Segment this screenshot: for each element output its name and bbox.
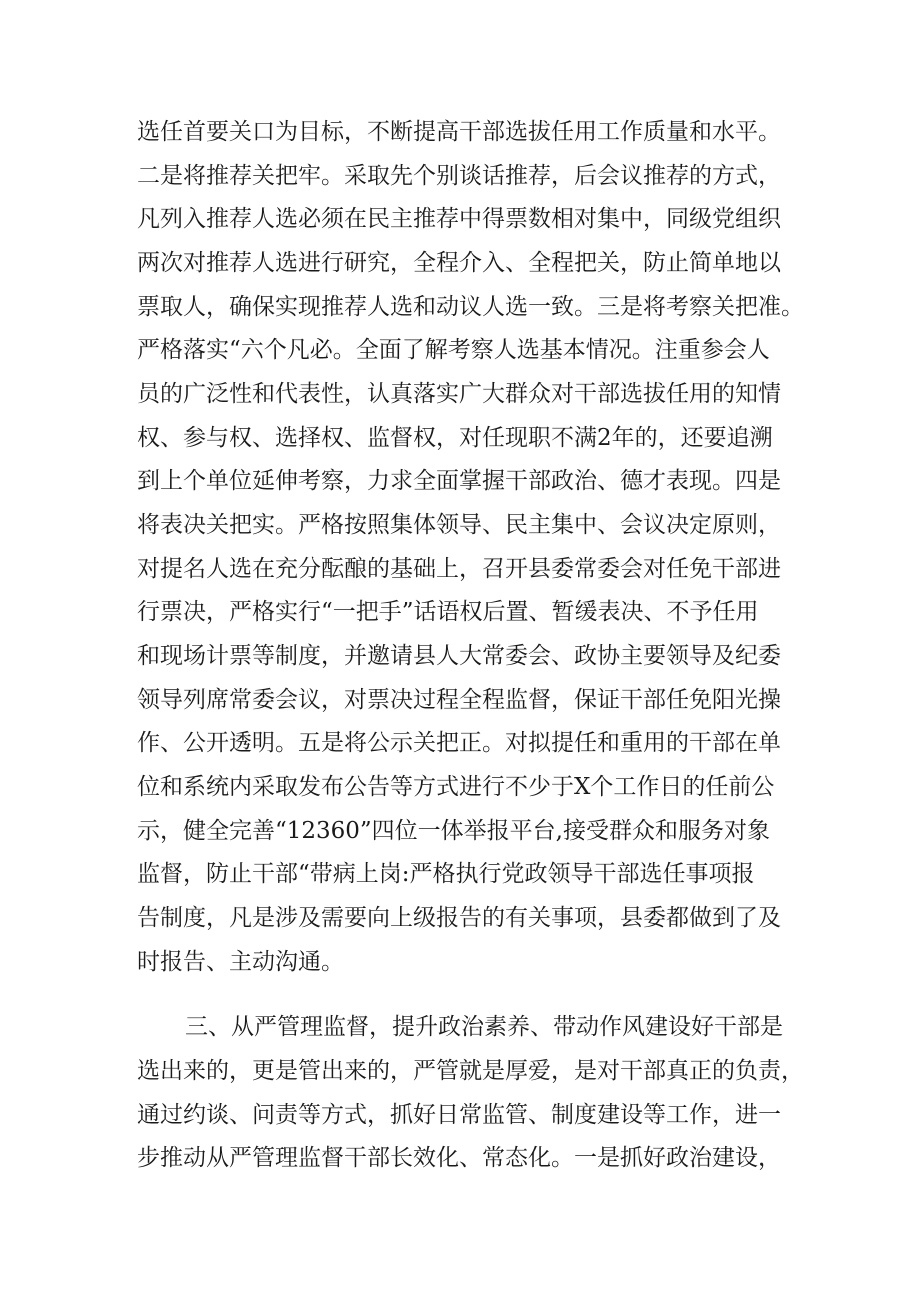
paragraph1-line-17: 示，健全完善“12360”四位一体举报平台,接受群众和服务对象 [137,818,770,844]
paragraph1-line-8: 权、参与权、选择权、监督权，对任现职不满2年的，还要追溯 [137,425,773,451]
paragraph2-line-3: 通过约谈、问责等方式，抓好日常监管、制度建设等工作，进一 [137,1102,781,1128]
paragraph1-line-10: 将表决关把实。严格按照集体领导、民主集中、会议决定原则， [137,512,781,538]
paragraph1-line-5: 票取人，确保实现推荐人选和动议人选一致。三是将考察关把准。 [137,294,804,320]
paragraph2-line-2: 选出来的，更是管出来的，严管就是厚爱，是对干部真正的负责， [137,1058,804,1084]
paragraph1-line-16: 位和系统内采取发布公告等方式进行不少于X个工作日的任前公 [137,774,775,800]
paragraph1-line-7: 员的广泛性和代表性，认真落实广大群众对干部选拔任用的知情 [137,381,781,407]
paragraph1-line-15: 作、公开透明。五是将公示关把正。对拟提任和重用的干部在单 [137,730,781,756]
paragraph2-line-1: 三、从严管理监督，提升政治素养、带动作风建设好干部是 [185,1014,783,1040]
paragraph1-line-2: 二是将推荐关把牢。采取先个别谈话推荐，后会议推荐的方式， [137,163,781,189]
paragraph1-line-12: 行票决，严格实行“一把手”话语权后置、暂缓表决、不予任用 [137,599,759,625]
paragraph1-line-9: 到上个单位延伸考察，力求全面掌握干部政治、德才表现。四是 [137,468,781,494]
paragraph1-line-13: 和现场计票等制度，并邀请县人大常委会、政协主要领导及纪委 [137,643,781,669]
paragraph1-line-18: 监督，防止干部“带病上岗:严格执行党政领导干部选任事项报 [137,861,755,887]
paragraph1-line-3: 凡列入推荐人选必须在民主推荐中得票数相对集中，同级党组织 [137,206,781,232]
paragraph1-line-20: 时报告、主动沟通。 [137,949,344,975]
paragraph1-line-4: 两次对推荐人选进行研究，全程介入、全程把关，防止简单地以 [137,250,781,276]
paragraph1-line-11: 对提名人选在充分酝酿的基础上，召开县委常委会对任免干部进 [137,556,781,582]
paragraph1-line-19: 告制度，凡是涉及需要向上级报告的有关事项，县委都做到了及 [137,905,781,931]
paragraph1-line-1: 选任首要关口为目标，不断提高干部选拔任用工作质量和水平。 [137,119,781,145]
paragraph1-line-6: 严格落实“六个凡必。全面了解考察人选基本情况。注重参会人 [137,337,770,363]
paragraph1-line-14: 领导列席常委会议，对票决过程全程监督，保证干部任免阳光操 [137,687,781,713]
paragraph2-line-4: 步推动从严管理监督干部长效化、常态化。一是抓好政治建设， [137,1145,781,1171]
